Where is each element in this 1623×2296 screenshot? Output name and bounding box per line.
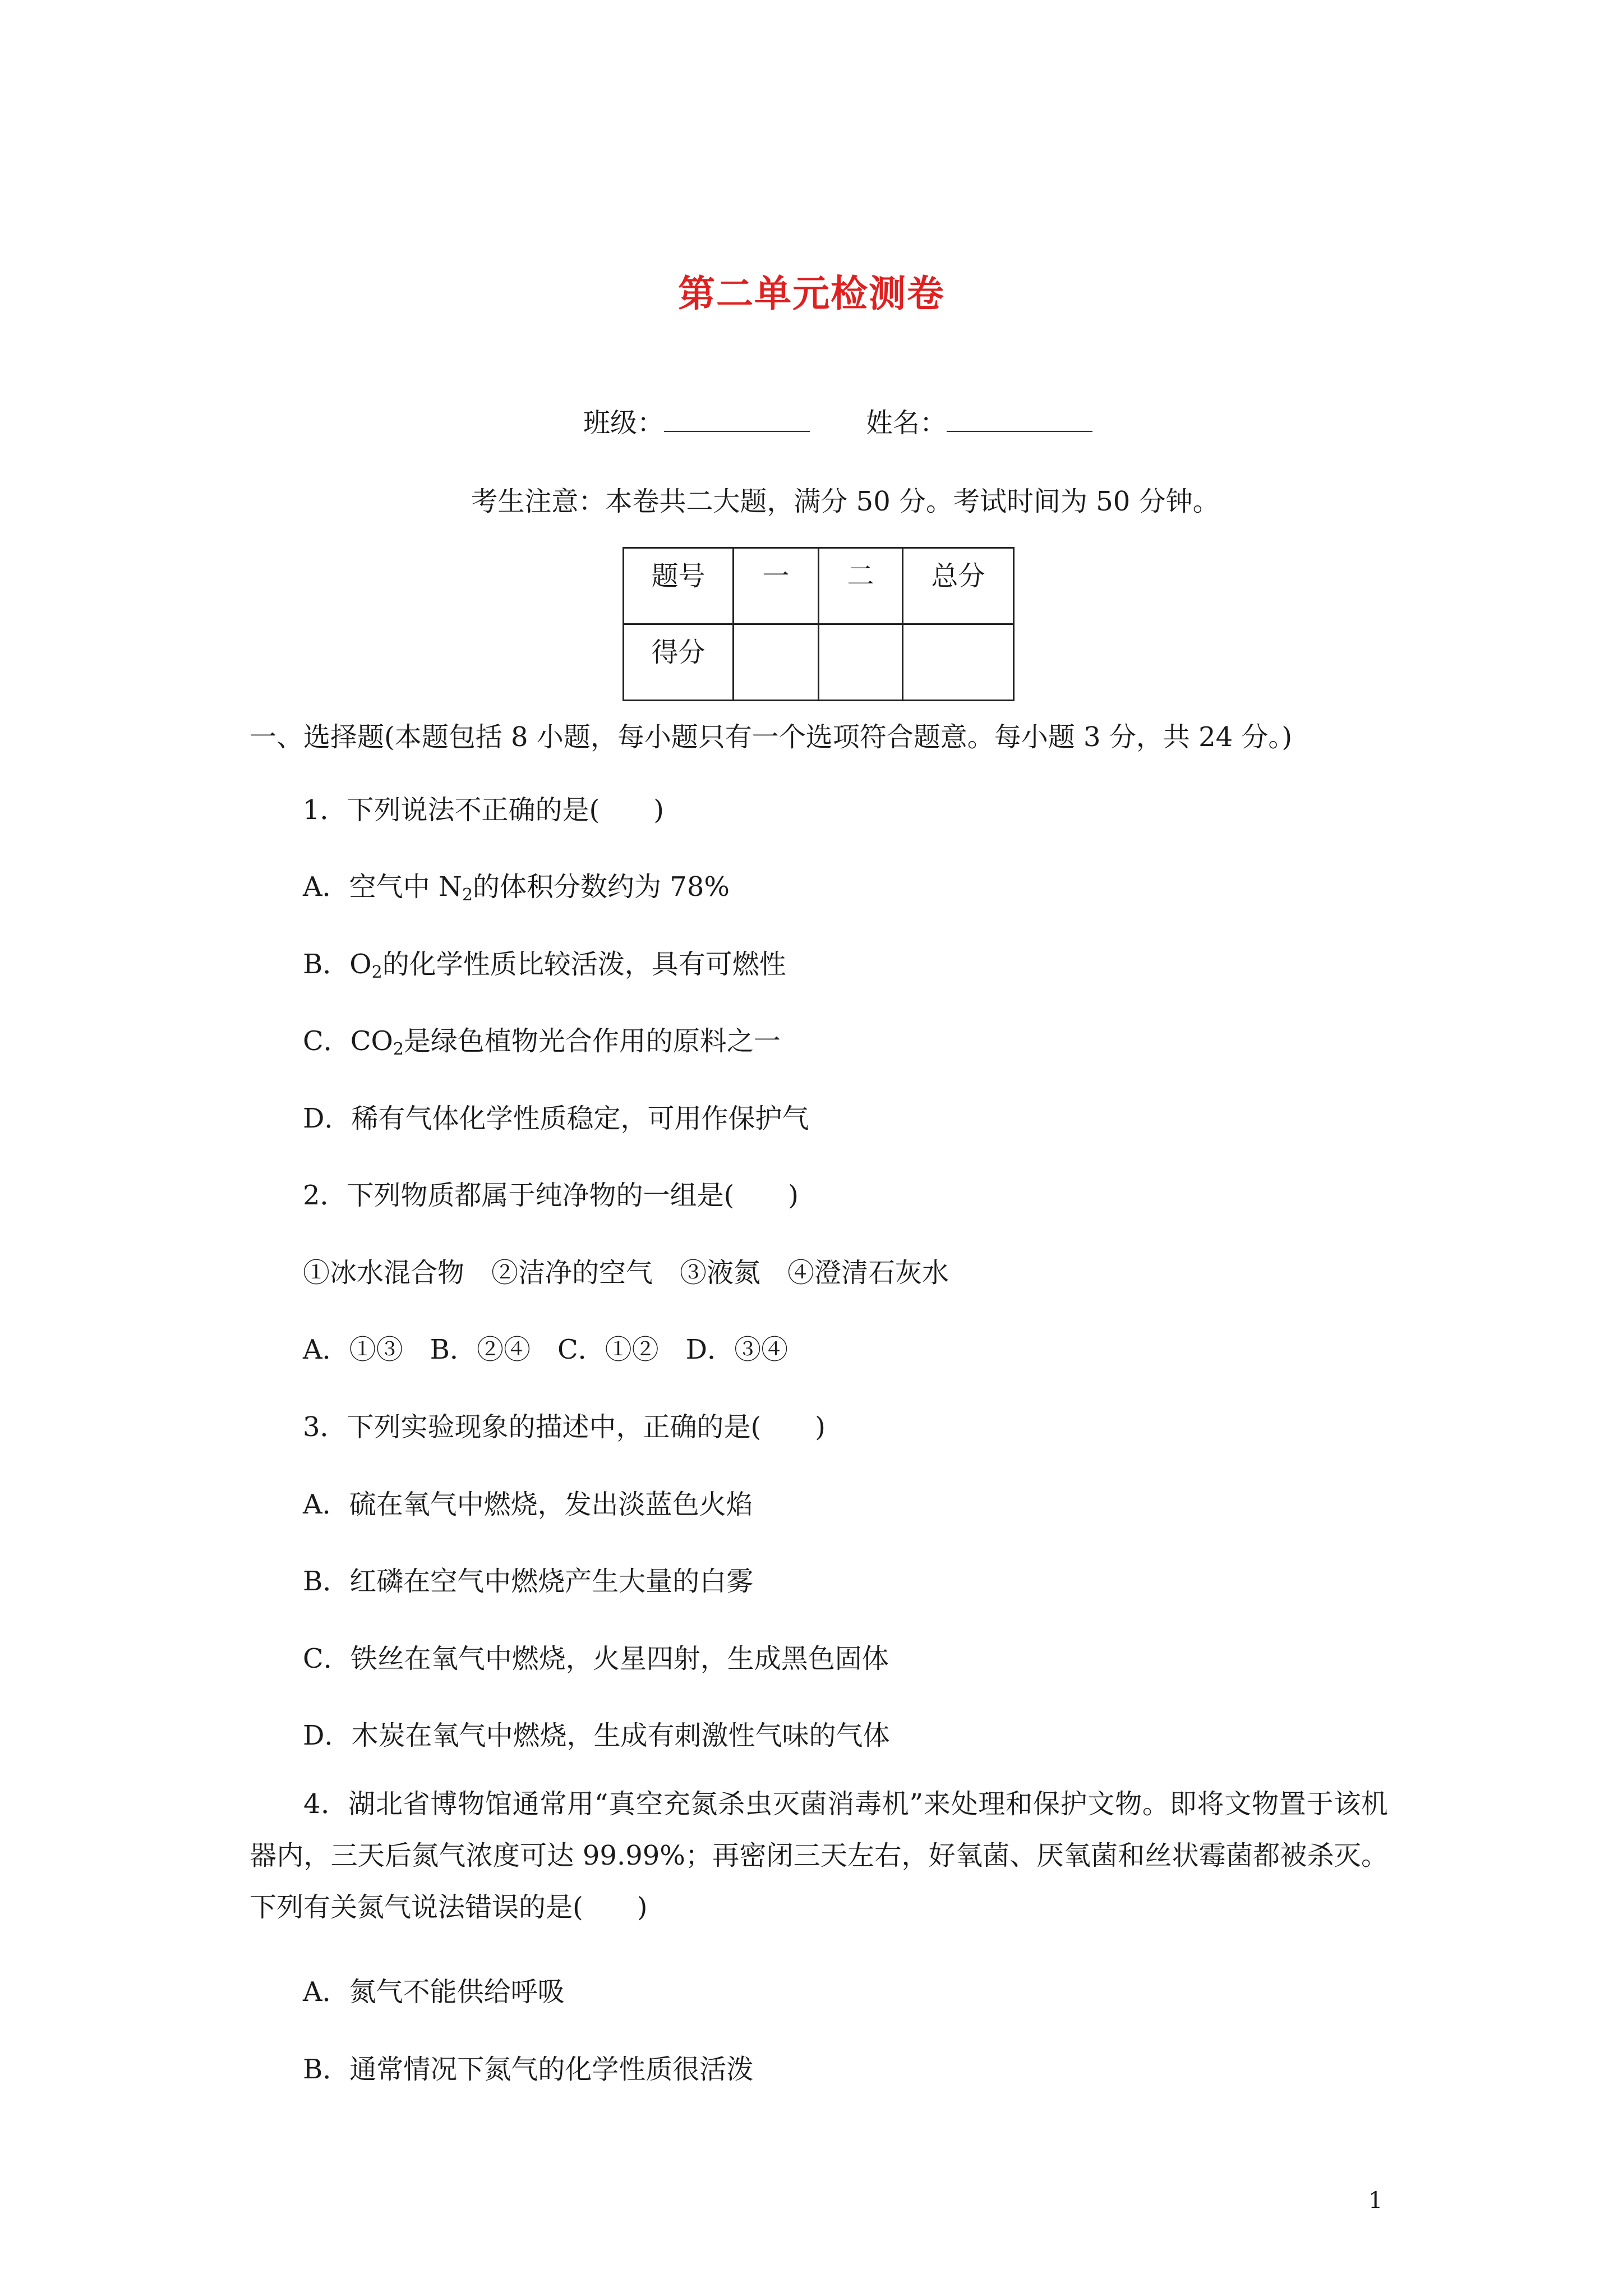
score-cell[interactable] bbox=[903, 624, 1014, 701]
section-heading: 一、选择题(本题包括 8 小题，每小题只有一个选项符合题意。每小题 3 分，共 24 分。) bbox=[250, 721, 1293, 753]
name-blank[interactable] bbox=[947, 408, 1092, 432]
option-text: A．空气中 N bbox=[303, 871, 462, 903]
option-text: 是绿色植物光合作用的原料之一 bbox=[403, 1025, 781, 1057]
exam-notice: 考生注意：本卷共二大题，满分 50 分。考试时间为 50 分钟。 bbox=[471, 486, 1220, 517]
question-stem: 2．下列物质都属于纯净物的一组是( ) bbox=[303, 1180, 799, 1211]
score-cell[interactable] bbox=[819, 624, 903, 701]
question-options: A．①③ B．②④ C．①② D．③④ bbox=[303, 1334, 789, 1365]
page-number: 1 bbox=[1368, 2188, 1383, 2214]
score-table bbox=[623, 547, 1015, 701]
page-title: 第二单元检测卷 bbox=[678, 272, 945, 315]
option-b bbox=[303, 942, 786, 982]
option-a: A．硫在氧气中燃烧，发出淡蓝色火焰 bbox=[303, 1489, 753, 1520]
option-b: B．红磷在空气中燃烧产生大量的白雾 bbox=[303, 1566, 754, 1597]
score-table-score-row bbox=[624, 624, 1014, 701]
score-cell: 一 bbox=[734, 548, 819, 624]
option-b: B．通常情况下氮气的化学性质很活泼 bbox=[303, 2054, 754, 2085]
option-text: 的化学性质比较活泼，具有可燃性 bbox=[382, 949, 786, 980]
question-stem: 3．下列实验现象的描述中，正确的是( ) bbox=[303, 1411, 826, 1443]
option-c bbox=[303, 1019, 781, 1059]
option-text: C．CO bbox=[303, 1025, 393, 1057]
score-cell: 二 bbox=[819, 548, 903, 624]
subscript: 2 bbox=[393, 1039, 404, 1059]
subscript: 2 bbox=[462, 885, 473, 905]
score-cell: 得分 bbox=[624, 624, 734, 701]
class-blank[interactable] bbox=[664, 408, 810, 432]
option-d: D．木炭在氧气中燃烧，生成有刺激性气味的气体 bbox=[303, 1720, 890, 1751]
question-items: ①冰水混合物 ②洁净的空气 ③液氮 ④澄清石灰水 bbox=[303, 1257, 949, 1289]
question-stem: 4．湖北省博物馆通常用“真空充氮杀虫灭菌消毒机”来处理和保护文物。即将文物置于该机器内，三天后氮气浓度可达 99.99%；再密闭三天左右，好氧菌、厌氧菌和丝状霉菌都被杀灭。下列有关氮气说法错误的是( ) bbox=[250, 1788, 1388, 1923]
score-table-header-row bbox=[624, 548, 1014, 624]
score-cell[interactable] bbox=[734, 624, 819, 701]
score-cell: 题号 bbox=[624, 548, 734, 624]
question-stem: 1．下列说法不正确的是( ) bbox=[303, 794, 664, 826]
option-a: A．氮气不能供给呼吸 bbox=[303, 1976, 565, 2008]
option-text: B．O bbox=[303, 949, 372, 980]
student-info-row bbox=[583, 401, 1092, 440]
option-text: 的体积分数约为 78% bbox=[473, 871, 730, 903]
option-c: C．铁丝在氧气中燃烧，火星四射，生成黑色固体 bbox=[303, 1643, 889, 1674]
score-cell: 总分 bbox=[903, 548, 1014, 624]
subscript: 2 bbox=[371, 963, 382, 982]
option-a bbox=[303, 865, 730, 905]
option-d: D．稀有气体化学性质稳定，可用作保护气 bbox=[303, 1103, 809, 1134]
class-label: 班级： bbox=[583, 407, 665, 439]
name-label: 姓名： bbox=[866, 407, 947, 439]
